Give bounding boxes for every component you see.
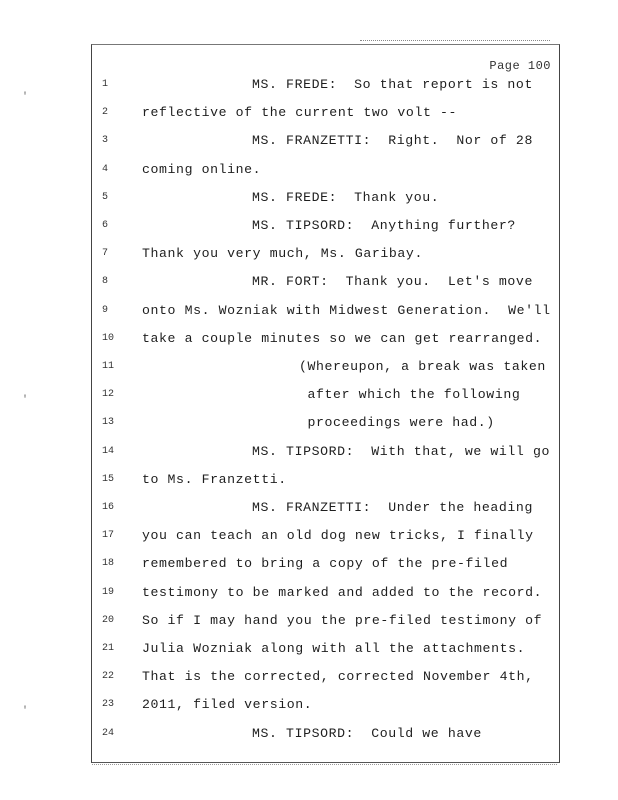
line-text: (Whereupon, a break was taken (299, 359, 546, 374)
line-number: 11 (102, 361, 115, 372)
line-text: testimony to be marked and added to the record. (142, 584, 543, 600)
line-number: 2 (102, 107, 109, 119)
line-number: 3 (102, 135, 109, 147)
line-text: MS. TIPSORD: Anything further? (252, 218, 516, 233)
line-text: coming online. (142, 161, 262, 177)
transcript-line (92, 526, 559, 554)
line-text: MS. TIPSORD: With that, we will go (252, 443, 550, 459)
line-number: 17 (102, 530, 115, 542)
line-text: MS. TIPSORD: Could we have (252, 725, 482, 741)
transcript-line (92, 188, 559, 216)
line-text: proceedings were had.) (299, 415, 495, 431)
transcript-line (92, 442, 559, 470)
line-text: 2011, filed version. (142, 697, 313, 713)
line-text: Thank you very much, Ms. Garibay. (142, 246, 423, 262)
line-number: 24 (102, 727, 115, 739)
transcript-line (92, 272, 559, 300)
transcript-line (92, 329, 559, 357)
line-text: That is the corrected, corrected November 4th, (142, 669, 534, 685)
line-text: MS. FREDE: Thank you. (252, 189, 440, 205)
transcript-page (91, 44, 560, 763)
scan-artifact-bottom (92, 764, 557, 767)
transcript-line (92, 160, 559, 188)
line-number: 8 (102, 276, 109, 288)
scan-artifact-top (360, 40, 550, 43)
line-text: remembered to bring a copy of the pre-filed (142, 556, 509, 572)
margin-mark: ' (22, 395, 29, 406)
line-text: So if I may hand you the pre-filed testimony of (142, 612, 543, 628)
transcript-line (92, 554, 559, 582)
line-number: 19 (102, 586, 115, 598)
line-number: 7 (102, 248, 109, 260)
transcript-line (92, 131, 559, 159)
line-number: 9 (102, 304, 109, 316)
transcript-line (92, 724, 559, 752)
transcript-line (92, 75, 559, 103)
transcript-line (92, 695, 559, 723)
line-number: 13 (102, 417, 115, 429)
line-text: you can teach an old dog new tricks, I finally (142, 528, 534, 544)
line-number: 6 (102, 220, 109, 231)
transcript-line (92, 498, 559, 526)
line-number: 18 (102, 558, 115, 570)
transcript-line (92, 611, 559, 639)
line-text: MS. FRANZETTI: Right. Nor of 28 (252, 133, 533, 149)
line-text: reflective of the current two volt -- (142, 105, 458, 121)
line-text: to Ms. Franzetti. (142, 471, 287, 487)
transcript-line (92, 413, 559, 441)
line-number: 23 (102, 699, 115, 711)
transcript-line (92, 103, 559, 131)
page-number: Page 100 (489, 59, 551, 73)
line-number: 15 (102, 473, 115, 485)
transcript-line (92, 583, 559, 611)
transcript-line (92, 301, 559, 329)
transcript-line (92, 357, 559, 385)
transcript-line (92, 639, 559, 667)
line-number: 16 (102, 502, 115, 513)
line-text: MR. FORT: Thank you. Let's move (252, 274, 533, 290)
line-text: onto Ms. Wozniak with Midwest Generation. We'll (142, 302, 551, 318)
line-text: after which the following (299, 387, 521, 403)
line-number: 20 (102, 614, 115, 626)
line-text: Julia Wozniak along with all the attachments. (142, 641, 526, 656)
line-text: MS. FRANZETTI: Under the heading (252, 500, 533, 515)
line-number: 1 (102, 79, 109, 90)
line-text: take a couple minutes so we can get rearranged. (142, 330, 543, 346)
transcript-line (92, 667, 559, 695)
line-number: 22 (102, 671, 115, 683)
transcript-line (92, 216, 559, 244)
line-number: 10 (102, 332, 115, 344)
line-number: 12 (102, 389, 115, 401)
transcript-line (92, 244, 559, 272)
line-number: 4 (102, 163, 109, 175)
line-number: 5 (102, 191, 109, 203)
transcript-line (92, 470, 559, 498)
line-number: 14 (102, 445, 115, 457)
line-text: MS. FREDE: So that report is not (252, 77, 533, 92)
transcript-line (92, 385, 559, 413)
margin-mark: ' (22, 92, 29, 103)
margin-mark: ' (22, 706, 29, 717)
line-number: 21 (102, 643, 115, 654)
